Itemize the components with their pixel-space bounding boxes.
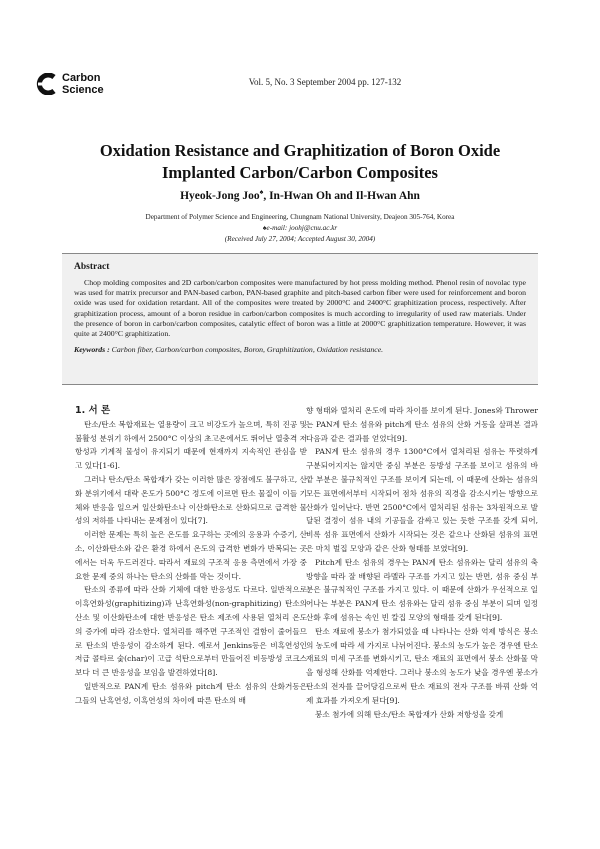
- abstract-box: [62, 253, 538, 385]
- keywords-line: [74, 345, 526, 355]
- author-rest: , In-Hwan Oh and Il-Hwan Ahn: [263, 189, 420, 202]
- body-paragraph: 탄소의 종류에 따라 산화 기체에 대한 반응성도 다르다. 일반적으로 이흑연화성(graphitizing)과 난흑연화성(non-graphitizing) 탄소의 산소 및 이산화탄소에 대한 반응성은 탄소 제조에 사용된 열처리 온도의 증가에 따라 감소한다. 열처리를 해주면 구조적인 결함이 줄어들므로 탄소의 반응성이 감소하게 된다. 예로서 Jenkins등은 비흑연성인 저급 콜타르 숯(char)이 고급 석탄으로부터 만들어진 비등방성 코크스보다 더 큰 반응성을 보임을 발견하였다[8].: [75, 585, 307, 678]
- affiliation-block: [40, 212, 560, 245]
- body-column-left: [75, 404, 307, 708]
- body-column-right: [306, 404, 538, 721]
- keywords-label: Keywords :: [74, 345, 110, 355]
- journal-name-line2: Science: [62, 84, 104, 96]
- body-paragraph: 이러한 문제는 특히 높은 온도를 요구하는 곳에의 응용과 수증기, 산소, 이산화탄소와 같은 환경 하에서 온도의 급격한 변화가 반복되는 곳에서는 더욱 두드러진다. 따라서 재료의 구조적 응용 측면에서 가장 중요한 문제 중의 하나는 탄소의 산화를 막는 것이다.: [75, 530, 307, 581]
- author-first: Hyeok-Jong Joo: [180, 189, 260, 202]
- body-paragraph: 일반적으로 PAN계 탄소 섬유와 pitch계 탄소 섬유의 산화거동은 그들의 난흑연성, 이흑연성의 차이에 따른 탄소의 배: [75, 681, 307, 705]
- corresponding-email: ♠e-mail: joohj@cnu.ac.kr: [262, 224, 338, 232]
- body-paragraph: 그러나 탄소/탄소 복합재가 갖는 이러한 많은 장점에도 불구하고, 산화 분위기에서 대략 온도가 500°C 정도에 이르면 탄소 물질이 이들 기체와 반응을 일으켜 일산화탄소나 이산화탄소로 산화되므로 급격한 물성의 저하를 나타내는 문제점이 있다[7].: [75, 474, 307, 526]
- author-list: [40, 188, 560, 202]
- paper-title: [40, 140, 560, 184]
- body-paragraph: PAN계 탄소 섬유의 경우 1300°C에서 열처리된 섬유는 뚜렷하게 구분되어지지는 않지만 중심 부분은 등방성 구조를 보이고 섬유의 바깥 부분은 불규칙적인 구조를 보이게 되는데, 이 때문에 산화는 섬유의 모든 표면에서부터 시작되어 점차 섬유의 직경을 감소시키는 방향으로 산화가 일어난다. 반면 2500°C에서 열처리된 섬유는 3차원적으로 발달된 결정이 섬유 내의 기공들을 감싸고 있는 듯한 구조를 갖게 되어, 비록 섬유 표면에서 산화가 시작되는 것은 같으나 산화된 섬유의 표면은 마치 벌집 모양과 같은 산화 형태를 보였다[9].: [306, 447, 538, 553]
- section-heading-introduction: 1. 서 론: [75, 405, 111, 416]
- corresponding-mark: ♠: [259, 188, 264, 196]
- received-dates: (Received July 27, 2004; Accepted August 30, 2004): [224, 235, 376, 243]
- body-paragraph: 붕소 첨가에 의해 탄소/탄소 복합재가 산화 저항성을 갖게: [315, 709, 504, 719]
- title-line-2: Implanted Carbon/Carbon Composites: [162, 163, 438, 182]
- body-paragraph: 탄소/탄소 복합재료는 열용량이 크고 비강도가 높으며, 특히 진공 및 불활성 분위기 하에서 2500°C 이상의 초고온에서도 뛰어난 열충격 저항성과 기계적 물성이 유지되기 때문에 현재까지 지속적인 관심을 받고 있다[1-6].: [75, 419, 307, 471]
- affiliation-dept: Department of Polymer Science and Engineering, Chungnam National University, Deajeon 305-764, Korea: [145, 213, 455, 221]
- keywords-list: Carbon fiber, Carbon/carbon composites, Boron, Graphitization, Oxidation resistance.: [109, 345, 384, 355]
- body-paragraph: Pitch계 탄소 섬유의 경우는 PAN계 탄소 섬유와는 달리 섬유의 축 방향을 따라 잘 배향된 라멜라 구조를 가지고 있는 반면, 섬유 중심 부분은 불규칙적인 구조를 가지고 있다. 이 때문에 산화가 우선적으로 일어나는 부분은 PAN계 탄소 섬유와는 달리 섬유 중심 부분이 되며 일정 산화 후에 섬유는 속인 빈 칼집 모양의 형태를 갖게 된다[9].: [306, 557, 538, 622]
- journal-name-line1: Carbon: [62, 72, 101, 84]
- journal-reference: Vol. 5, No. 3 September 2004 pp. 127-132: [248, 77, 402, 87]
- title-line-1: Oxidation Resistance and Graphitization of Boron Oxide: [99, 141, 501, 160]
- abstract-heading: Abstract: [74, 262, 110, 272]
- body-paragraph: 향 형태와 열처리 온도에 따라 차이를 보이게 된다. Jones와 Thrower는 PAN계 탄소 섬유와 pitch계 탄소 섬유의 산화 거동을 살펴본 결과 다음과 같은 결과를 얻었다[9].: [306, 406, 538, 443]
- body-paragraph: 탄소 재료에 붕소가 첨가되었을 때 나타나는 산화 억제 방식은 붕소의 농도에 따라 세 가지로 나뉘어진다. 붕소의 농도가 높은 경우엔 탄소 재료의 미세 구조를 변화시키고, 탄소 재료의 표면에서 붕소 산화물 막을 형성해 산화를 억제한다. 그러나 붕소의 농도가 낮을 경우엔 붕소가 탄소의 전자를 끌어당김으로써 탄소 재료의 전자 구조를 바꿔 산화 억제 효과를 가져오게 된다[9].: [306, 626, 538, 705]
- abstract-text: Chop molding composites and 2D carbon/carbon composites were manufactured by hot press molding method. Phenol resin of novolac type was used for matrix precursor and PAN-based carbon, PAN-based graphite and pitch-based carbon fiber were used for reinforcement and boron oxide was used for oxidation retardant. All of the composites were treated by 2000°C and 2400°C graphitization process, respectively. After graphitization process, amount of a boron residue in carbon/carbon composites is much according to irregularity of used raw materials. Under the presence of boron in carbon/carbon composites, catalytic effect of boron was a little at 2000°C graphitization temperature. However, it was quite at 2400°C graphitization.: [74, 278, 526, 339]
